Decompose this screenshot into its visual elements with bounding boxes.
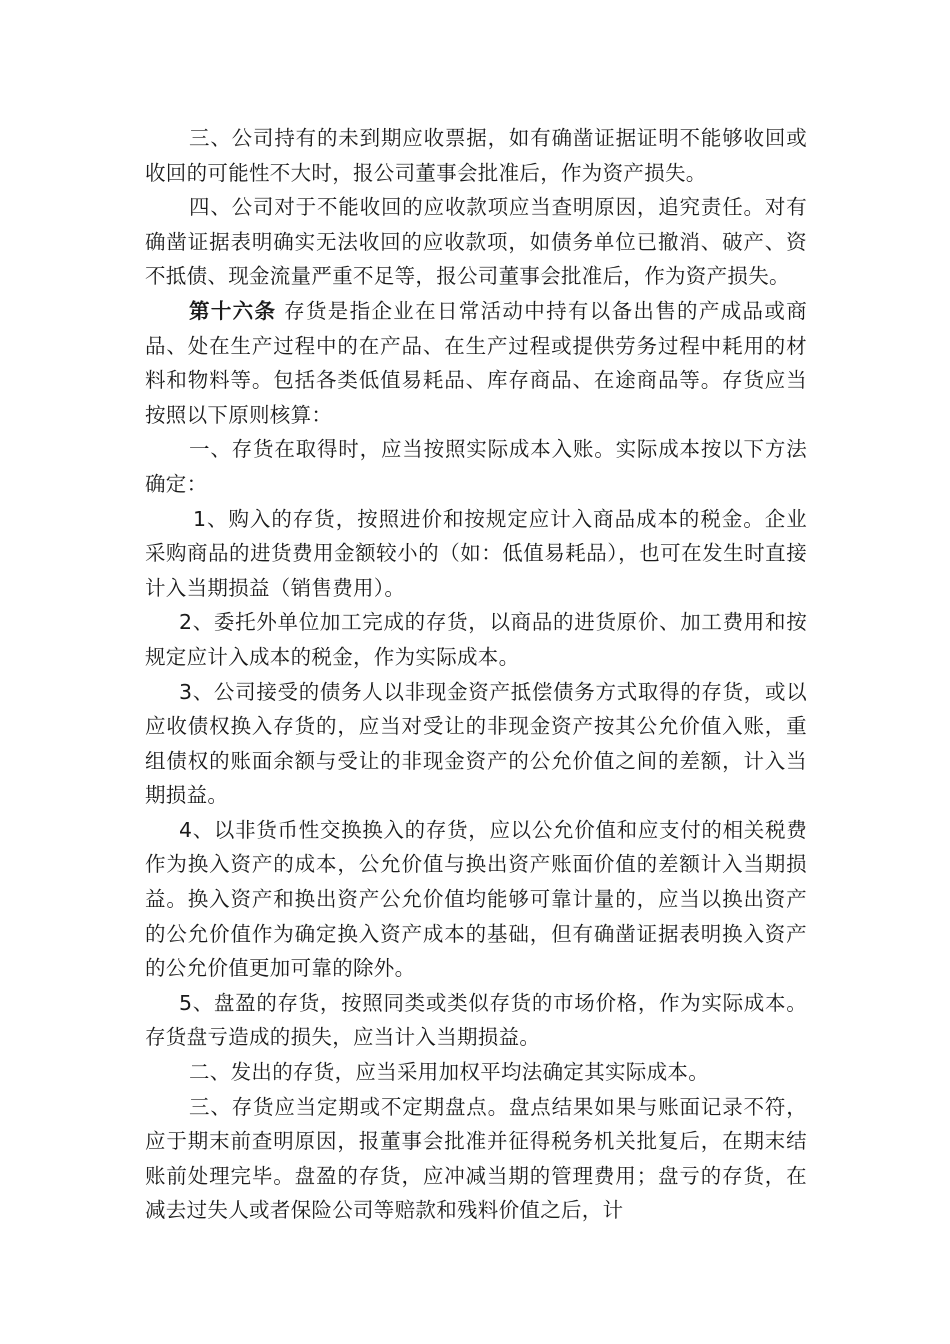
paragraph-article-16	[145, 294, 807, 432]
paragraph-item-4-nonmonetary-exchange: 4、以非货币性交换换入的存货，应以公允价值和应支付的相关税费作为换入资产的成本，公允价值与换出资产账面价值的差额计入当期损益。换入资产和换出资产公允价值均能够可靠计量的，应当以换出资产的公允价值作为确定换入资产成本的基础，但有确凿证据表明换入资产的公允价值更加可靠的除外。	[145, 817, 807, 981]
paragraph-item-1-purchased: 1、购入的存货，按照进价和按规定应计入商品成本的税金。企业采购商品的进货费用金额较小的（如：低值易耗品），也可在发生时直接计入当期损益（销售费用）。	[145, 506, 807, 600]
paragraph-notes-receivable-loss: 三、公司持有的未到期应收票据，如有确凿证据证明不能够收回或收回的可能性不大时，报公司董事会批准后，作为资产损失。	[145, 126, 807, 185]
paragraph-receivables-uncollectible: 四、公司对于不能收回的应收款项应当查明原因，追究责任。对有确凿证据表明确实无法收回的应收款项，如债务单位已撤消、破产、资不抵债、现金流量严重不足等，报公司董事会批准后，作为资产损失。	[145, 195, 807, 289]
article-16-heading: 第十六条	[189, 298, 277, 323]
paragraph-item-3-debt-restructuring: 3、公司接受的债务人以非现金资产抵偿债务方式取得的存货，或以应收债权换入存货的，应当对受让的非现金资产按其公允价值入账，重组债权的账面余额与受让的非现金资产的公允价值之间的差额，计入当期损益。	[145, 679, 807, 808]
paragraph-item-2-processed: 2、委托外单位加工完成的存货，以商品的进货原价、加工费用和按规定应计入成本的税金，作为实际成本。	[145, 610, 807, 669]
paragraph-inventory-count: 三、存货应当定期或不定期盘点。盘点结果如果与账面记录不符，应于期末前查明原因，报董事会批准并征得税务机关批复后，在期末结账前处理完毕。盘盈的存货，应冲减当期的管理费用；盘亏的存货，在减去过失人或者保险公司等赔款和残料价值之后，计	[145, 1094, 807, 1223]
paragraph-issued-inventory: 二、发出的存货，应当采用加权平均法确定其实际成本。	[189, 1060, 709, 1085]
article-16-text: 存货是指企业在日常活动中持有以备出售的产成品或商品、处在生产过程中的在产品、在生产过程或提供劳务过程中耗用的材料和物料等。包括各类低值易耗品、库存商品、在途商品等。存货应当按照以下原则核算：	[145, 298, 807, 427]
paragraph-inventory-acquisition: 一、存货在取得时，应当按照实际成本入账。实际成本按以下方法确定：	[145, 437, 807, 496]
paragraph-item-5-surplus: 5、盘盈的存货，按照同类或类似存货的市场价格，作为实际成本。存货盘亏造成的损失，应当计入当期损益。	[145, 990, 807, 1050]
document-page	[145, 121, 807, 1228]
